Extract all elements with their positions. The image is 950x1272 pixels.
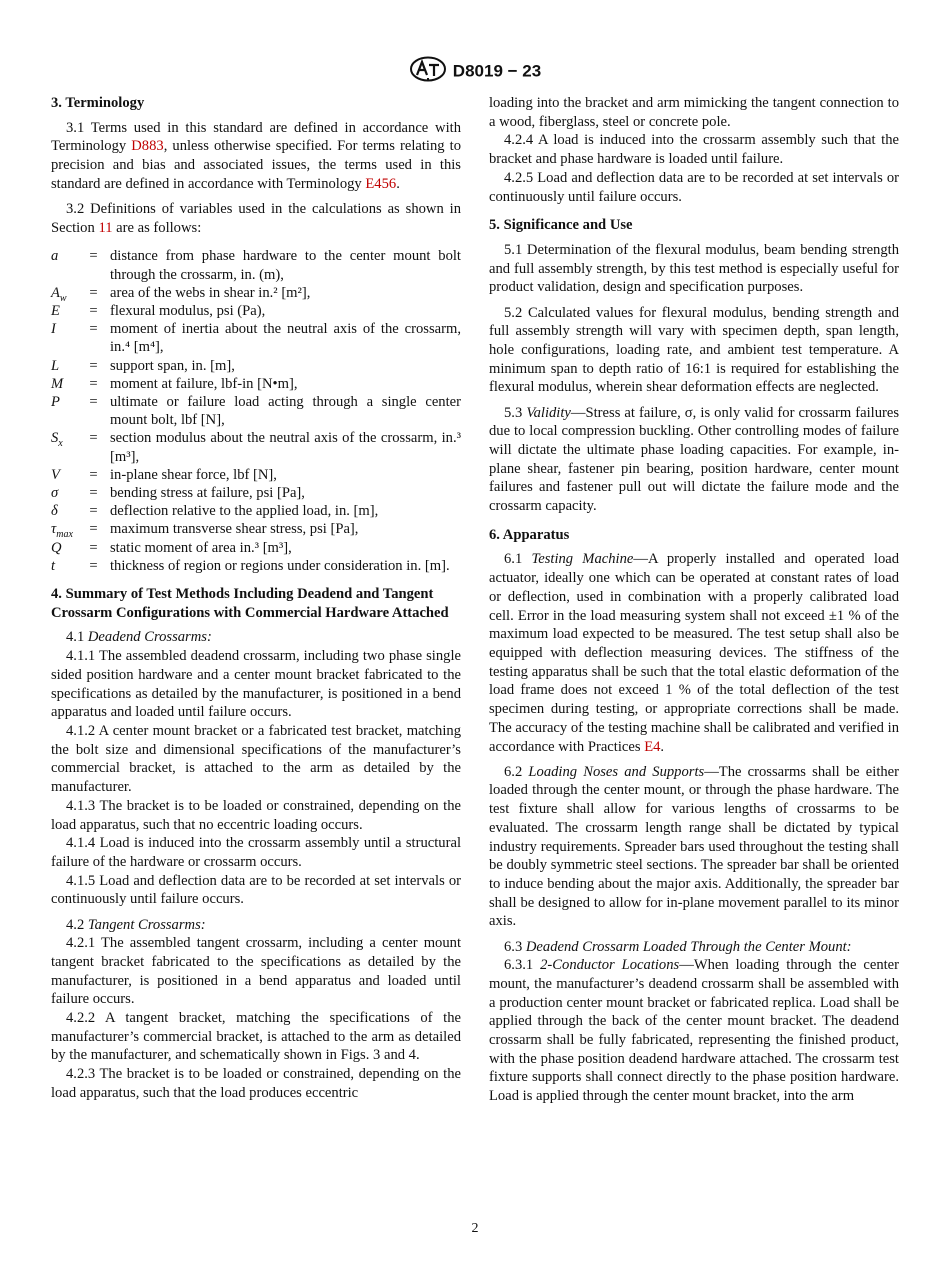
document-id: D8019 − 23 (452, 61, 542, 81)
definition-equals: = (89, 303, 98, 320)
definition-equals: = (89, 375, 98, 392)
definition-symbol: M (51, 375, 64, 392)
definition-description: section modulus about the neutral axis of the crossarm, in.³ [m³], (110, 430, 461, 465)
definition-symbol: I (51, 321, 56, 338)
definition-description: bending stress at failure, psi [Pa], (110, 485, 305, 502)
definition-equals: = (89, 248, 98, 265)
definition-row (51, 484, 461, 502)
variable-definitions-table (51, 247, 461, 575)
reference-link-d883[interactable]: D883 (131, 138, 164, 155)
paragraph-5-2: 5.2 Calculated values for flexural modulus, bending strength and full assembly strength will vary with specimen depth, span length, hole configurations, loading rate, and ambient test temperature. A minimum span to depth ratio of 16:1 is required for establishing the flexural modulus, wherein shear deformation effects are neglected. (489, 304, 899, 396)
definition-description: ultimate or failure load acting through a single center mount bolt, lbf [N], (110, 394, 461, 429)
paragraph-6-3-1: 6.3.1 2-Conductor Locations—When loading through the center mount, the manufacturer’s deadend crossarm shall be assembled with a production center mount bracket or fabricated replica. Load shall be applied through the back of the center mount bracket. The deadend crossarm shall be fully fabricated, representing the finished product, with the phase position deadend hardware attached. The crossarm test fixture supports shall connect directly to the phase position hardware. Load is applied through the center mount bracket, into the arm (489, 957, 900, 1105)
definition-symbol: $S_x$ (51, 430, 63, 450)
paragraph-4-2-2: 4.2.2 A tangent bracket, matching the specifications of the manufacturer’s commercial bracket, is attached to the arm as detailed by the manufacturer, and schematically shown in Figs. 3 and 4. (51, 1010, 461, 1064)
definition-description: support span, in. [m], (110, 357, 235, 374)
paragraph-4-1-4: 4.1.4 Load is induced into the crossarm assembly until a structural failure of the hardware or crossarm occurs. (51, 835, 461, 870)
definition-equals: = (89, 485, 98, 502)
definition-symbol: t (51, 557, 56, 574)
definition-row (51, 357, 461, 375)
paragraph-4-1-5: 4.1.5 Load and deflection data are to be recorded at set intervals or continuously until failure occurs. (51, 872, 461, 908)
definition-row (51, 502, 461, 520)
definition-row (51, 429, 461, 465)
definition-row (51, 375, 461, 393)
definition-description: flexural modulus, psi (Pa), (110, 303, 266, 320)
definition-equals: = (89, 521, 98, 538)
definition-equals: = (89, 430, 98, 447)
reference-link-e456[interactable]: E456 (365, 175, 397, 192)
paragraph-6-3: 6.3 Deadend Crossarm Loaded Through the Center Mount: (504, 938, 852, 955)
definition-symbol: δ (51, 503, 58, 520)
definition-row (51, 393, 461, 429)
paragraph-4-2-5: 4.2.5 Load and deflection data are to be recorded at set intervals or continuously until failure occurs. (489, 169, 899, 205)
definition-row (51, 539, 461, 557)
definition-symbol: $\tau_{max}$ (51, 521, 73, 541)
definition-symbol: $A_w$ (51, 284, 67, 304)
definition-equals: = (89, 357, 98, 374)
definition-row (51, 284, 461, 302)
definition-description: moment at failure, lbf-in [N•m], (110, 375, 298, 392)
definition-symbol: P (51, 394, 60, 411)
right-column (489, 94, 899, 1106)
paragraph-3-1: 3.1 Terms used in this standard are defined in accordance with Terminology D883, unless otherwise specified. For terms relating to precision and bias and associated issues, the terms used in this standard are defined in accordance with Terminology E456. (51, 119, 461, 192)
definition-description: thickness of region or regions under consideration in. [m]. (110, 557, 450, 574)
paragraph-4-1-2: 4.1.2 A center mount bracket or a fabricated test bracket, matching the bolt size and dimensional specifications of the manufacturer’s commercial bracket, is attached to the arm as detailed by the manufacturer. (51, 723, 461, 796)
section-6-heading: 6. Apparatus (489, 526, 570, 543)
definition-description: moment of inertia about the neutral axis of the crossarm, in.⁴ [m⁴], (110, 321, 461, 356)
paragraph-3-2: 3.2 Definitions of variables used in the calculations as shown in Section 11 are as follows: (51, 201, 461, 236)
definition-row (51, 520, 461, 538)
paragraph-4-1-1: 4.1.1 The assembled deadend crossarm, including two phase single sided position hardware and a center mount bracket fabricated to the specifications as detailed by the manufacturer, is positioned in a bend apparatus and loaded until failure occurs. (51, 648, 461, 721)
definition-symbol: E (51, 303, 60, 320)
definition-row (51, 557, 461, 575)
definition-row (51, 302, 461, 320)
definition-row (51, 320, 461, 356)
section-5-heading: 5. Significance and Use (489, 217, 633, 234)
paragraph-5-3: 5.3 Validity—Stress at failure, σ, is only valid for crossarm failures due to local compression buckling. Other controlling modes of failure will dictate the ultimate phase loading capacities. For example, in-plane shear, fastener pin bearing, position hardware, center mount failures and fastener pull out will dictate the failure mode and the crossarm capacity. (489, 404, 900, 515)
definition-equals: = (89, 321, 98, 338)
definition-symbol: L (51, 357, 60, 374)
paragraph-4-2-4: 4.2.4 A load is induced into the crossarm assembly such that the bracket and phase hardware is loaded until failure. (489, 132, 899, 168)
definition-description: area of the webs in shear in.² [m²], (110, 284, 311, 301)
paragraph-5-1: 5.1 Determination of the flexural modulus, beam bending strength and full assembly strength, by this test method is especially useful for product validation, design and specification purposes. (489, 241, 899, 296)
astm-logo-icon (409, 56, 447, 87)
definition-equals: = (89, 539, 98, 556)
section-3-heading: 3. Terminology (51, 95, 145, 111)
definition-symbol: a (51, 248, 59, 265)
paragraph-6-2: 6.2 Loading Noses and Supports—The crossarms shall be either loaded through the center mount, or through the phase hardware. The test fixture shall allow for various lengths of crossarms to be evaluated. The crossarm length range shall be dictated by typical industry requirements. Spreader bars used throughout the testing shall be doubly symmetric steel sections. The spreader bar shall be oriented to induce bending about the major axis. Additionally, the spreader bar shall be designed to allow for in-plane movement parallel to its minor axis. (489, 763, 900, 930)
paragraph-6-1: 6.1 Testing Machine—A properly installed and operated load actuator, ideally one which can be operated at constant rates of load or deflection, used in combination with a properly calibrated load cell. Error in the load measuring system shall not exceed ±1 % of the maximum load expected to be measured. The test setup shall also be equipped with deflection measuring devices. The stiffness of the testing apparatus shall be such that the total elastic deformation of the load frame does not exceed 1 % of the total deflection of the test specimen during testing, or appropriate corrections shall be made. The accuracy of the testing machine shall be calibrated and verified in accordance with Practices E4. (489, 551, 900, 755)
definition-row (51, 247, 461, 283)
definition-description: static moment of area in.³ [m³], (110, 539, 292, 556)
definition-equals: = (89, 503, 98, 520)
definition-symbol: σ (51, 485, 59, 502)
definition-description: in-plane shear force, lbf [N], (110, 466, 277, 483)
paragraph-4-2-1: 4.2.1 The assembled tangent crossarm, including a center mount tangent bracket fabricated to the specifications as detailed by the manufacturer, is positioned in a bend apparatus and loaded until failure occurs. (51, 935, 461, 1008)
definition-symbol: Q (51, 539, 62, 556)
paragraph-4-2-3: 4.2.3 The bracket is to be loaded or constrained, depending on the load apparatus, such that the load produces eccentric (51, 1066, 461, 1101)
definition-equals: = (89, 284, 98, 301)
reference-link-section-11[interactable]: 11 (98, 219, 113, 236)
paragraph-4-1: 4.1 Deadend Crossarms: (66, 629, 212, 646)
definition-row (51, 466, 461, 484)
left-column (51, 94, 461, 1103)
section-4-heading: 4. Summary of Test Methods Including Deadend and Tangent Crossarm Configurations with Commercial Hardware Attached (51, 586, 449, 621)
page-header (0, 56, 950, 87)
definition-equals: = (89, 394, 98, 411)
reference-link-e4[interactable]: E4 (644, 738, 661, 755)
paragraph-4-2-3-continued: loading into the bracket and arm mimicking the tangent connection to a wood, fiberglass, steel or concrete pole. (489, 95, 899, 130)
paragraph-4-1-3: 4.1.3 The bracket is to be loaded or constrained, depending on the load apparatus, such that no eccentric loading occurs. (51, 797, 461, 833)
definition-equals: = (89, 466, 98, 483)
page-number: 2 (471, 1221, 479, 1236)
definition-description: maximum transverse shear stress, psi [Pa], (110, 521, 359, 538)
definition-description: distance from phase hardware to the center mount bolt through the crossarm, in. (m), (110, 248, 461, 283)
definition-equals: = (89, 557, 98, 574)
definition-description: deflection relative to the applied load, in. [m], (110, 503, 379, 520)
paragraph-4-2: 4.2 Tangent Crossarms: (66, 916, 206, 933)
definition-symbol: V (51, 466, 60, 483)
